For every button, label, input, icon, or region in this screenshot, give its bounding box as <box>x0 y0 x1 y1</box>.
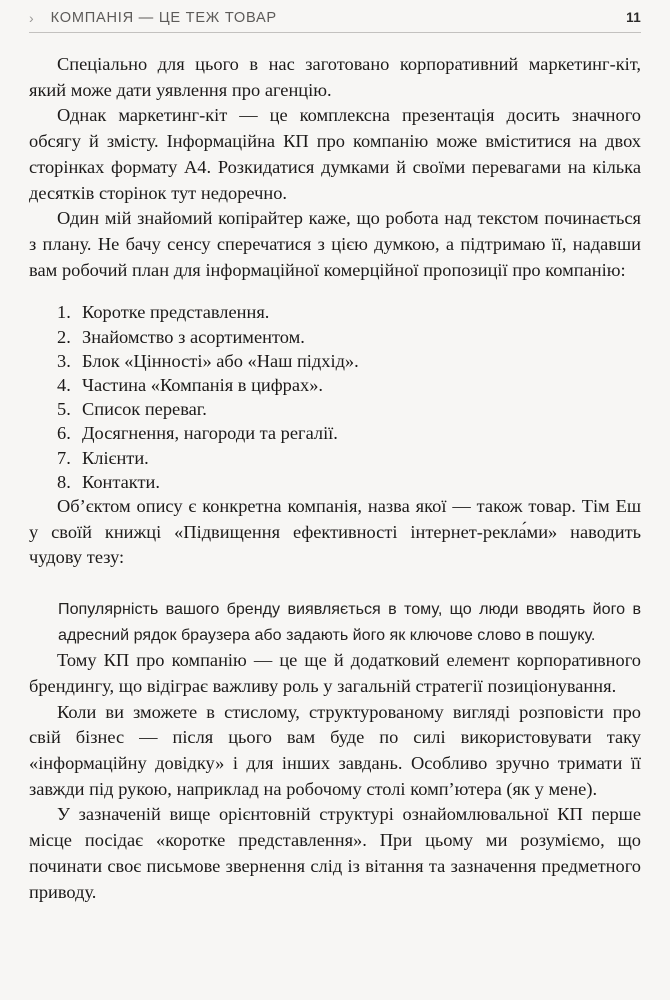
paragraph: У зазначеній вище орієнтовній структурі ознайомлювальної КП перше місце посідає «коротке представлення». При цьому ми розуміємо, що починати своє письмове звернення слід із вітання та зазначення предметного приводу. <box>29 804 641 902</box>
list-item: Досягнення, нагороди та регалії. <box>82 423 338 444</box>
list-item: Блок «Цінності» або «Наш підхід». <box>82 350 359 371</box>
list-item: Контакти. <box>82 471 160 492</box>
paragraph: Однак маркетинг-кіт — це комплексна презентація досить значного обсягу й змісту. Інформаційна КП про компанію може вміститися на двох сторінках формату А4. Розкидатися думками й своїми перевагами на кілька десятків сторінок тут недоречно. <box>29 105 641 203</box>
page-content <box>29 52 641 905</box>
list-item: Частина «Компанія в цифрах». <box>82 374 324 395</box>
running-header <box>29 6 641 30</box>
chevron-right-icon: › <box>29 10 34 26</box>
paragraph: Спеціально для цього в нас заготовано корпоративний маркетинг-кіт, який може дати уявлення про агенцію. <box>29 54 641 100</box>
list-item: Коротке представлення. <box>82 302 270 323</box>
list-item: Знайомство з асортиментом. <box>82 326 305 347</box>
paragraph: Тому КП про компанію — це ще й додатковий елемент корпоративного брендингу, що відіграє важливу роль у загальній стратегії позиціонування. <box>29 650 641 696</box>
page-number: 11 <box>626 10 641 26</box>
structure-list <box>29 300 641 494</box>
paragraph: Коли ви зможете в стислому, структурованому вигляді розповісти про свій бізнес — після цього вам буде по силі використовувати таку «інформаційну довідку» і для інших завдань. Особливо зручно тримати її завжди під рукою, наприклад на робочому столі комп’ютера (як у мене). <box>29 701 641 799</box>
paragraph: Об’єктом опису є конкретна компанія, назва якої — також товар. Тім Еш у своїй книжці «Підвищення ефективності інтернет-рекла́ми» наводить чудову тезу: <box>29 495 641 568</box>
header-chapter-title: КОМПАНІЯ — ЦЕ ТЕЖ ТОВАР <box>50 9 277 26</box>
paragraph: Один мій знайомий копірайтер каже, що робота над текстом починається з плану. Не бачу сенсу сперечатися з цією думкою, а підтримаю її, надавши вам робочий план для інформаційної комерційної пропозиції про компанію: <box>29 208 641 280</box>
list-item: Клієнти. <box>82 447 149 468</box>
header-divider <box>29 32 641 33</box>
pull-quote: Популярність вашого бренду виявляється в тому, що люди вводять його в адресний рядок браузера або задають його як ключове слово в пошуку. <box>58 600 641 644</box>
list-item: Список переваг. <box>82 399 207 420</box>
